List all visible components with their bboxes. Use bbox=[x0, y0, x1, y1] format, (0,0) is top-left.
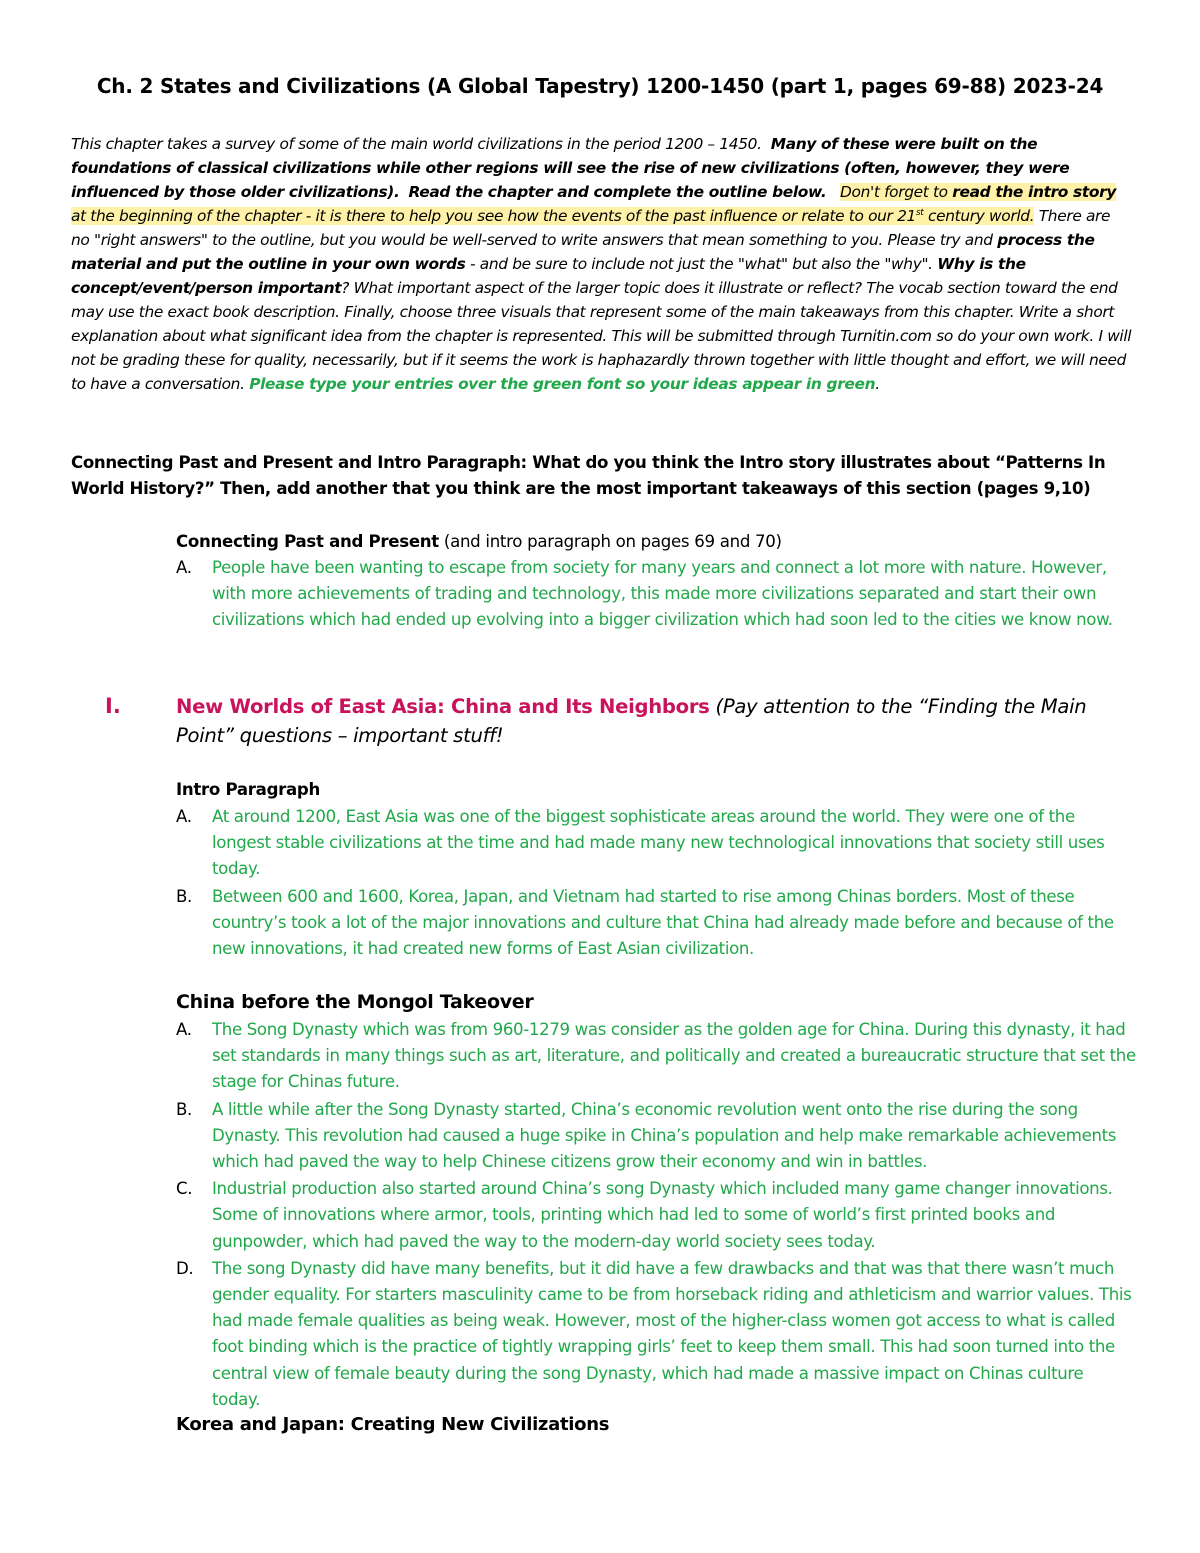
answer-text: The Song Dynasty which was from 960-1279 was consider as the golden age for China. During this dynasty, it had set standards in many things such as art, literature, and politically and created a bureaucratic structure that set the stage for Chinas future. bbox=[212, 1020, 1136, 1092]
instructions-paragraph bbox=[71, 132, 1133, 396]
intro-text-bold: process the material and put the outline in your own words bbox=[71, 231, 1095, 273]
list-letter: D. bbox=[176, 1258, 194, 1278]
list-letter: B. bbox=[176, 1099, 192, 1119]
list-item[interactable] bbox=[176, 1017, 1136, 1096]
intro-text: ? What important aspect of the larger topic does it illustrate or reflect? The vocab section toward the end may use the exact book description. Finally, choose three visuals that represent some of the main takeaways from this chapter. Write a short explanation about what significant idea from the chapter is represented. This will be submitted through Turnitin.com so do your own work. I will not be grading these for quality, necessarily, but if it seems the work is haphazardly thrown together with little thought and effort, we will need to have a conversation. bbox=[71, 279, 1132, 393]
section-title: New Worlds of East Asia: China and Its Neighbors bbox=[176, 695, 710, 718]
intro-text-bold: Read the chapter and complete the outline below. bbox=[408, 183, 827, 201]
connecting-heading-bold: Connecting Past and Present bbox=[176, 532, 439, 551]
intro-text-bold: Many of these were built on the foundations of classical civilizations while other regions will see the rise of new civilizations (often, however, they were influenced by those older civilizations). bbox=[71, 135, 1070, 201]
intro-paragraph-list bbox=[176, 804, 1136, 963]
section-note: (Pay attention to the “Finding the Main Point” questions – important stuff! bbox=[176, 695, 1087, 747]
answer-text: People have been wanting to escape from society for many years and connect a lot more with nature. However, with more achievements of trading and technology, this made more civilizations separated and start their own civilizations which had ended up evolving into a bigger civilization which had soon led to the cities we know now. bbox=[212, 558, 1113, 630]
answer-text: A little while after the Song Dynasty started, China’s economic revolution went onto the rise during the song Dynasty. This revolution had caused a huge spike in China’s population and help make remarkable achievements which had paved the way to help Chinese citizens grow their economy and win in battles. bbox=[212, 1099, 1117, 1172]
green-instruction: Please type your entries over the green font so your ideas appear in green bbox=[249, 375, 876, 393]
list-letter: A. bbox=[176, 1020, 192, 1039]
china-list bbox=[176, 1017, 1136, 1414]
connecting-list bbox=[176, 555, 1136, 635]
superscript: st bbox=[915, 207, 924, 218]
answer-text: Between 600 and 1600, Korea, Japan, and Vietnam had started to rise among Chinas borders. Most of these country’s took a lot of the major innovations and culture that China had already made before and because of the new innovations, it had created new forms of East Asian civilization. bbox=[212, 886, 1114, 959]
answer-text: The song Dynasty did have many benefits, but it did have a few drawbacks and that was that there wasn’t much gender equality. For starters masculinity came to be from horseback riding and athleticism and warrior values. This had made female qualities as being weak. However, most of the higher-class women got access to what is called foot binding which is the practice of tightly wrapping girls’ feet to keep them small. This had soon turned into the central view of female beauty during the song Dynasty, which had made a massive impact on Chinas culture today. bbox=[212, 1258, 1132, 1409]
list-letter: A. bbox=[176, 558, 192, 577]
intro-text: . bbox=[875, 375, 880, 393]
connecting-heading bbox=[176, 529, 782, 555]
list-item[interactable] bbox=[176, 1256, 1136, 1413]
china-heading: China before the Mongol Takeover bbox=[176, 991, 534, 1013]
list-letter: B. bbox=[176, 886, 192, 906]
list-letter: A. bbox=[176, 807, 192, 826]
list-item[interactable] bbox=[176, 555, 1136, 634]
intro-paragraph-heading bbox=[176, 777, 320, 803]
page-title: Ch. 2 States and Civilizations (A Global Tapestry) 1200-1450 (part 1, pages 69-88) 2023-24 bbox=[96, 74, 1104, 98]
section-number: I. bbox=[105, 694, 121, 718]
list-item[interactable] bbox=[176, 1097, 1136, 1176]
intro-text-bold: Why is the concept/event/person important bbox=[71, 255, 1026, 297]
answer-text: Industrial production also started around China’s song Dynasty which included many game changer innovations. Some of innovations where armor, tools, printing which had led to some of world’s first printed books and gunpowder, which had paved the way to the modern-day world society sees today. bbox=[212, 1179, 1113, 1251]
intro-text: There are no "right answers" to the outline, but you would be well-served to write answers that mean something to you. Please try and bbox=[71, 207, 1111, 249]
intro-text: - and be sure to include not just the "what" but also the "why". bbox=[465, 255, 938, 273]
answer-text: At around 1200, East Asia was one of the biggest sophisticate areas around the world. They were one of the longest stable civilizations at the time and had made many new technological innovations that society still uses today. bbox=[212, 807, 1105, 879]
section-heading bbox=[176, 692, 1136, 750]
intro-text: This chapter takes a survey of some of the main world civilizations in the period 1200 – 1450. bbox=[71, 135, 762, 153]
list-letter: C. bbox=[176, 1179, 193, 1199]
highlight-part: century world. bbox=[923, 207, 1035, 225]
list-item[interactable] bbox=[176, 884, 1136, 963]
highlight-part: at the beginning of the chapter - it is there to help you see how the events of the past influence or relate to our 21 bbox=[71, 207, 916, 225]
connecting-heading-rest: (and intro paragraph on pages 69 and 70) bbox=[438, 532, 782, 551]
list-item[interactable] bbox=[176, 1176, 1136, 1255]
intro-paragraph-title: Intro Paragraph bbox=[176, 780, 321, 799]
question-prompt: Connecting Past and Present and Intro Paragraph: What do you think the Intro story illustrates about “Patterns In World History?” Then, add another that you think are the most important takeaways of this section (pages 9,10) bbox=[71, 453, 1106, 498]
highlight-part: Don't forget to bbox=[840, 183, 953, 201]
list-item[interactable] bbox=[176, 804, 1136, 883]
highlight-bold: read the intro story bbox=[952, 183, 1117, 201]
korea-japan-heading: Korea and Japan: Creating New Civilizations bbox=[176, 1414, 610, 1435]
